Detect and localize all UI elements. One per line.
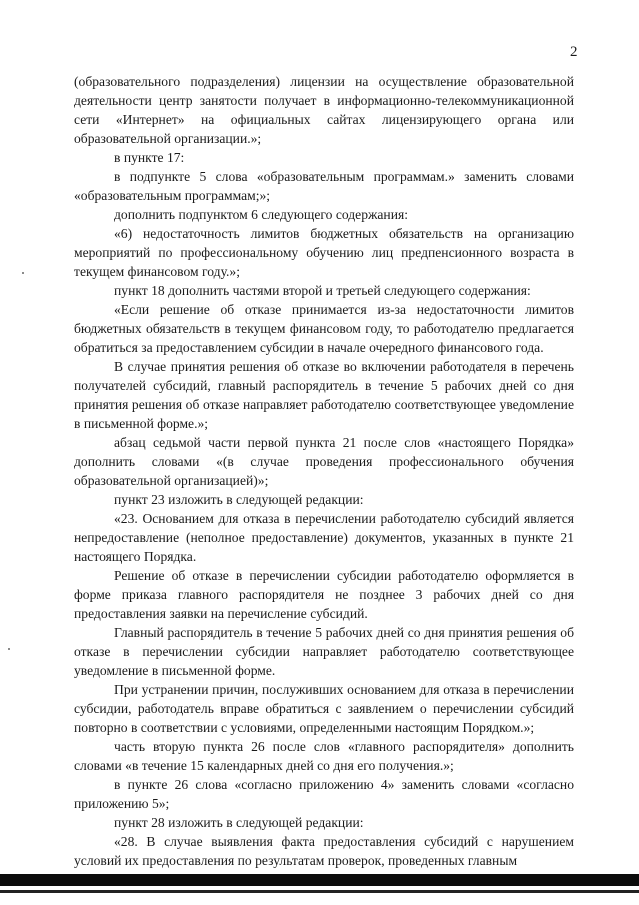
page-number: 2 (570, 44, 578, 60)
paragraph: пункт 23 изложить в следующей редакции: (114, 492, 364, 507)
paragraph: В случае принятия решения об отказе во включении работодателя в перечень получателей субсидий, главный распорядитель в течение 5 рабочих дней со дня принятия решения об отказе направляет работодателю соответствующее уведомление в письменной форме.»; (74, 359, 574, 431)
scan-speck (22, 272, 24, 274)
paragraph: в пункте 17: (114, 150, 185, 165)
paragraph: При устранении причин, послуживших основанием для отказа в перечислении субсидии, работодатель вправе обратиться с заявлением о перечислении субсидий повторно в соответствии с условиями, определенными настоящим Порядком.»; (74, 682, 574, 735)
scan-speck (8, 648, 10, 650)
paragraph: «28. В случае выявления факта предоставления субсидий с нарушением условий их предоставления по результатам проверок, проведенных главным (74, 834, 574, 868)
paragraph: часть вторую пункта 26 после слов «главного распорядителя» дополнить словами «в течение 15 календарных дней со дня его получения.»; (74, 739, 574, 773)
paragraph: Решение об отказе в перечислении субсидии работодателю оформляется в форме приказа главного распорядителя не позднее 3 рабочих дней со дня предоставления заявки на перечисление субсидий. (74, 568, 574, 621)
paragraph: в пункте 26 слова «согласно приложению 4» заменить словами «согласно приложению 5»; (74, 777, 574, 811)
document-body (74, 72, 574, 870)
paragraph: абзац седьмой части первой пункта 21 после слов «настоящего Порядка» дополнить словами «(в случае проведения профессионального обучения образовательной организацией)»; (74, 435, 574, 488)
paragraph: (образовательного подразделения) лицензии на осуществление образовательной деятельности центр занятости получает в информационно-телекоммуникационной сети «Интернет» на официальных сайтах лицензирующего органа или образовательной организации.»; (74, 74, 574, 146)
paragraph: пункт 28 изложить в следующей редакции: (114, 815, 364, 830)
paragraph: «23. Основанием для отказа в перечислении работодателю субсидий является непредоставление (неполное предоставление) документов, указанных в пункте 21 настоящего Порядка. (74, 511, 574, 564)
paragraph: пункт 18 дополнить частями второй и третьей следующего содержания: (114, 283, 531, 298)
scan-border-line (0, 890, 639, 893)
paragraph: дополнить подпунктом 6 следующего содержания: (114, 207, 409, 222)
paragraph: Главный распорядитель в течение 5 рабочих дней со дня принятия решения об отказе в перечислении субсидии направляет работодателю соответствующее уведомление в письменной форме. (74, 625, 574, 678)
paragraph: «6) недостаточность лимитов бюджетных обязательств на организацию мероприятий по профессиональному обучению лиц предпенсионного возраста в текущем финансовом году.»; (74, 226, 574, 279)
paragraph: «Если решение об отказе принимается из-за недостаточности лимитов бюджетных обязательств в текущем финансовом году, то работодателю предлагается обратиться за предоставлением субсидии в начале очередного финансового года. (74, 302, 574, 355)
scan-border-bar (0, 874, 639, 886)
paragraph: в подпункте 5 слова «образовательным программам.» заменить словами «образовательным программам;»; (74, 169, 574, 203)
